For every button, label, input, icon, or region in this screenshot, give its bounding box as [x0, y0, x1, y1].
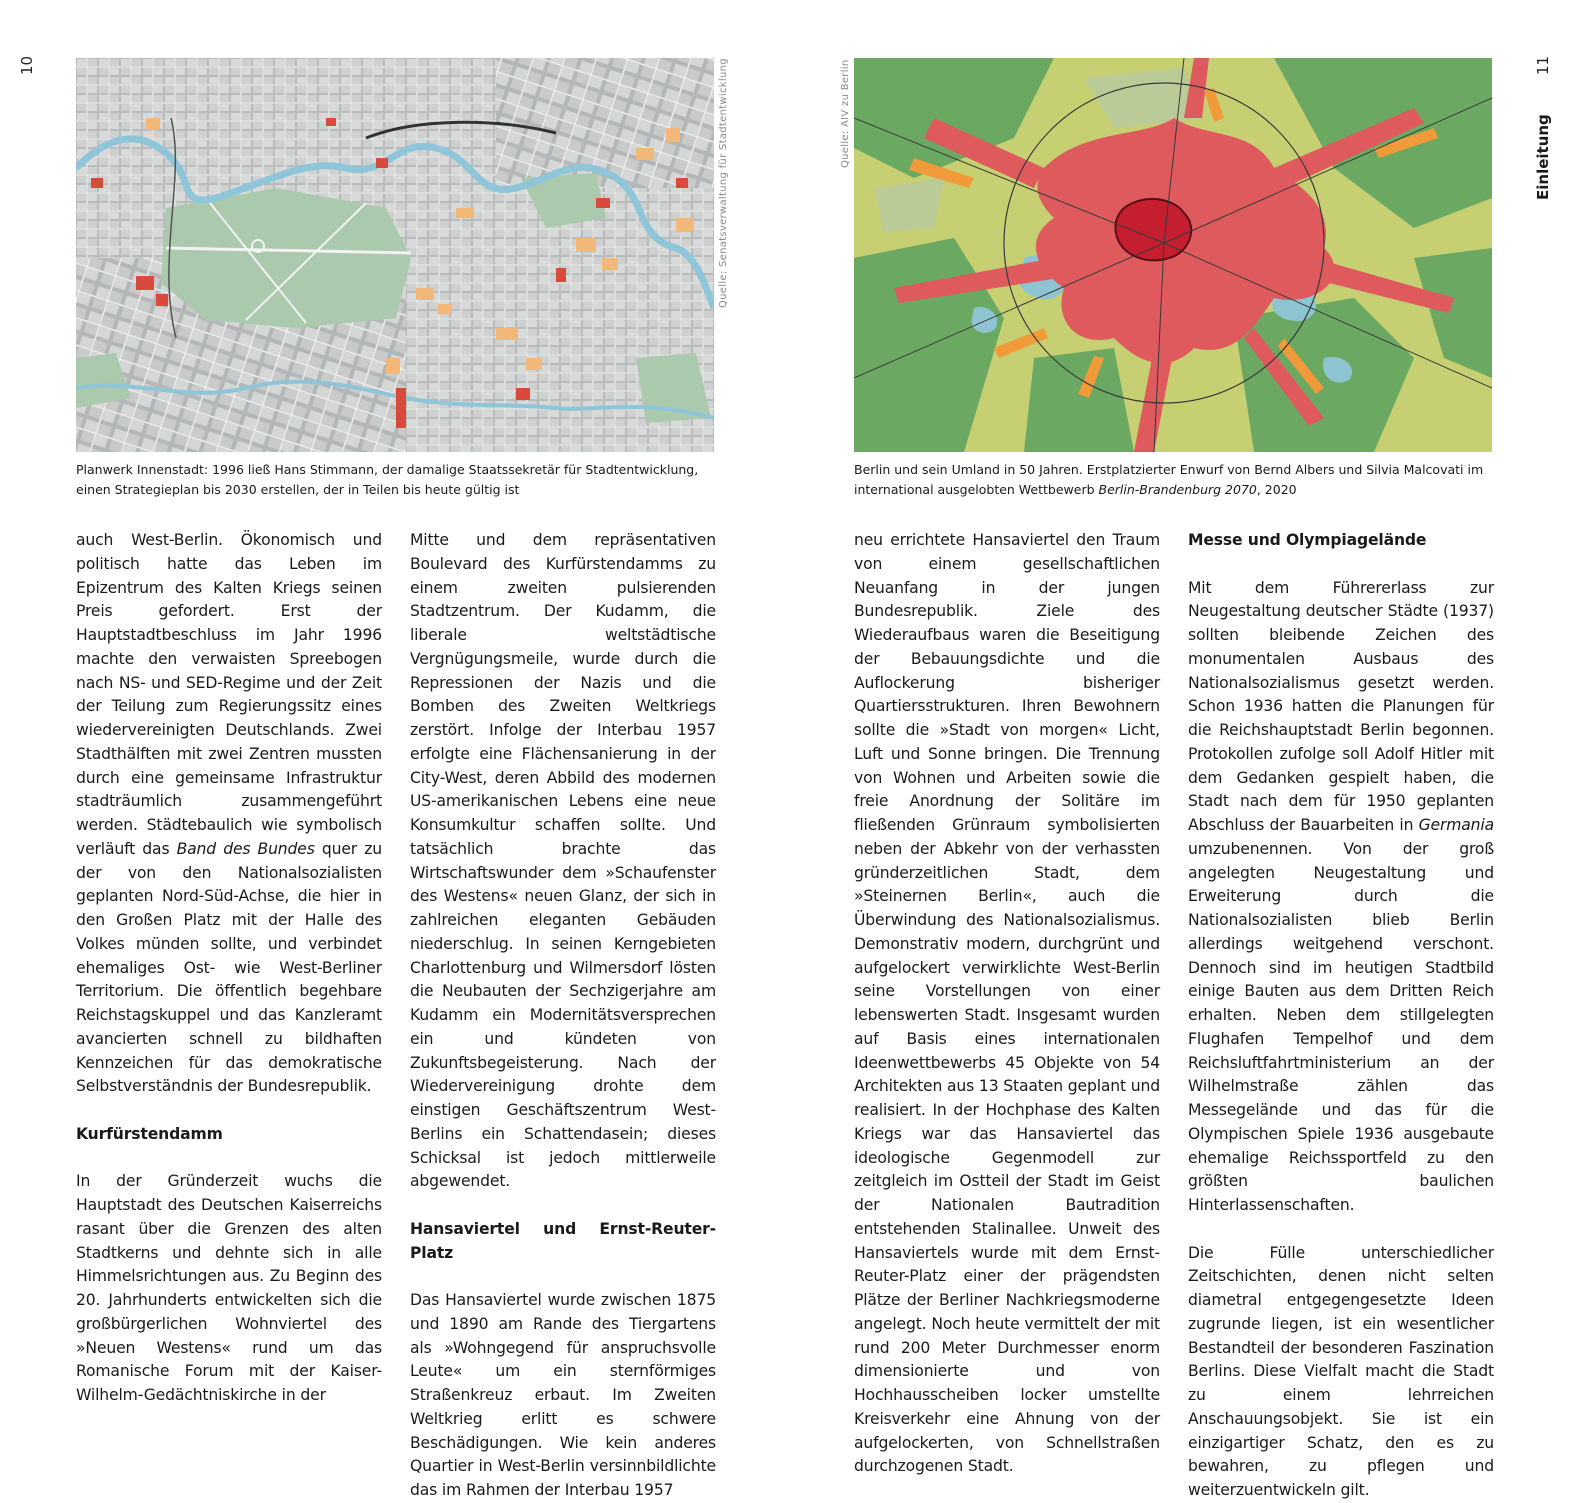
- figure-source-left: Quelle: Senatsverwaltung für Stadtentwicklung: [718, 58, 729, 308]
- figure-caption-left: Planwerk Innenstadt: 1996 ließ Hans Stimmann, der damalige Staatssekretär für Stadtentwicklung, einen Strategieplan bis 2030 erstellen, der in Teilen bis heute gültig ist: [76, 462, 699, 497]
- paragraph: Die Fülle unterschiedlicher Zeitschichten, denen nicht selten diametral entgegengesetzte Ideen zugrunde liegen, ist ein wesentlicher Bestandteil der besonderen Faszination Berlins. Diese Vielfalt macht die Stadt zu einem lehrreichen Anschauungsobjekt. Sie ist ein einzigartiger Schatz, den es zu bewahren, zu pflegen und weiterzuentwickeln gilt.: [1188, 1243, 1494, 1499]
- section-heading-kurfuerstendamm: Kurfürstendamm: [76, 1124, 223, 1143]
- section-heading-hansaviertel: Hansaviertel und Ernst-Reuter-Platz: [410, 1219, 716, 1262]
- running-section-label: Einleitung: [1534, 114, 1552, 200]
- paragraph: Das Hansaviertel wurde zwischen 1875 und 1890 am Rande des Tiergartens als »Wohngegend für anspruchsvolle Leute« um ein sternförmiges Straßenkreuz erbaut. Im Zweiten Weltkrieg erlitt es schwere Beschädigungen. Wie kein anderes Quartier in West-Berlin versinnbildlichte das im Rahmen der Interbau 1957: [410, 1291, 716, 1499]
- text-column-1: [76, 529, 382, 1408]
- paragraph: Mit dem Führererlass zur Neugestaltung deutscher Städte (1937) sollten bleibende Zeichen des monumentalen Ausbaus des Nationalsozialismus gesetzt werden. Schon 1936 hatten die Planungen für die Reichshauptstadt Berlin begonnen. Protokollen zufolge soll Adolf Hitler mit dem Gedanken gespielt haben, die Stadt nach dem für 1950 geplanten Abschluss der Bauarbeiten in Germania umzubenennen. Von der groß angelegten Neugestaltung und Erweiterung durch die Nationalsozialisten blieb Berlin allerdings weitgehend verschont. Dennoch sind im heutigen Stadtbild einige Bauten aus dem Dritten Reich erhalten. Neben dem stillgelegten Flughafen Tempelhof und dem Reichsluftfahrtministerium an der Wilhelmstraße zählen das Messegelände und das für die Olympischen Spiele 1936 ausgebaute ehemalige Reichssportfeld zu den größten baulichen Hinterlassenschaften.: [1188, 578, 1494, 1214]
- figure-planwerk-innenstadt-map: [76, 58, 714, 452]
- figure-caption-right: Berlin und sein Umland in 50 Jahren. Erstplatzierter Enwurf von Bernd Albers und Silvia Malcovati im international ausgelobten Wettbewerb Berlin-Brandenburg 2070, 2020: [854, 462, 1484, 497]
- paragraph: In der Gründerzeit wuchs die Hauptstadt des Deutschen Kaiserreichs rasant über die Grenzen des alten Stadtkerns und dehnte sich in alle Himmelsrichtungen aus. Zu Beginn des 20. Jahrhunderts entwickelten sich die großbürgerlichen Wohnviertel des »Neuen Westens« rund um das Romanische Forum mit der Kaiser-Wilhelm-Gedächtniskirche in der: [76, 1172, 382, 1404]
- text-column-2: [410, 529, 716, 1503]
- section-heading-messe-olympiagelaende: Messe und Olympiagelände: [1188, 531, 1427, 549]
- paragraph: Mitte und dem repräsentativen Boulevard des Kurfürstendamms zu einem zweiten pulsierenden Stadtzentrum. Der Kudamm, die liberale weltstädtische Vergnügungsmeile, wurde durch die Repressionen der Nazis und die Bomben des Zweiten Weltkriegs zerstört. Infolge der Interbau 1957 erfolgte eine Flächensanierung in der City-West, deren Abbild des modernen US-amerikanischen Lebens eine neue Konsumkultur schaffen sollte. Und tatsächlich brachte das Wirtschaftswunder dem »Schaufenster des Westens« neuen Glanz, der sich in zahlreichen eleganten Gebäuden niederschlug. In seinen Kerngebieten Charlottenburg und Wilmersdorf lösten die Neubauten der Sechzigerjahre am Kudamm ein Modernitätsversprechen ein und kündeten von Zukunftsbegeisterung. Nach der Wiedervereinigung drohte dem einstigen Geschäftszentrum West-Berlins ein Schattendasein; dieses Schicksal ist jedoch mittlerweile abgewendet.: [410, 531, 716, 1191]
- text-column-3: [854, 529, 1160, 1479]
- page-number-left: 10: [18, 55, 36, 75]
- page-number-right: 11: [1534, 55, 1552, 75]
- figure-berlin-2070-map: [854, 58, 1492, 452]
- text-column-4: [1188, 529, 1494, 1503]
- paragraph: neu errichtete Hansaviertel den Traum von einem gesellschaftlichen Neuanfang in der jungen Bundesrepublik. Ziele des Wiederaufbaus waren die Beseitigung der Bebauungsdichte und die Auflockerung bisheriger Quartiersstrukturen. Ihren Bewohnern sollte die »Stadt von morgen« Licht, Luft und Sonne bringen. Die Trennung von Wohnen und Arbeiten sowie die freie Anordnung der Solitäre im fließenden Grünraum symbolisierten neben der Abkehr von der verhassten gründerzeitlichen Stadt, dem »Steinernen Berlin«, auch die Überwindung des Nationalsozialismus. Demonstrativ modern, durchgrünt und aufgelockert verwirklichte West-Berlin seine Vorstellungen von einer lebenswerten Stadt. Insgesamt wurden auf Basis eines internationalen Ideenwettbewerbs 45 Objekte von 54 Architekten aus 13 Staaten geplant und realisiert. In der Hochphase des Kalten Kriegs war das Hansaviertel das ideologische Gegenmodell zur zeitgleich im Ostteil der Stadt im Geist der Nationalen Bautradition entstehenden Stalinallee. Unweit des Hansaviertels wurde mit dem Ernst-Reuter-Platz einer der prägendsten Plätze der Berliner Nachkriegsmoderne angelegt. Noch heute vermittelt der mit rund 200 Meter Durchmesser enorm dimensionierte und von Hochhausscheiben locker umstellte Kreisverkehr eine Ahnung von der aufgelockerten, von Schnellstraßen durchzogenen Stadt.: [854, 531, 1160, 1476]
- figure-source-right: Quelle: AIV zu Berlin: [840, 59, 851, 168]
- paragraph: auch West-Berlin. Ökonomisch und politisch hatte das Leben im Epizentrum des Kalten Kriegs seinen Preis gefordert. Erst der Hauptstadtbeschluss im Jahr 1996 machte den verwaisten Spreebogen nach NS- und SED-Regime und der Zeit der Teilung zum Regierungssitz eines wiedervereinigten Deutschlands. Zwei Stadthälften mit zwei Zentren mussten durch eine gemeinsame Infrastruktur stadträumlich zusammengeführt werden. Städtebaulich wie symbolisch verläuft das Band des Bundes quer zu der von den Nationalsozialisten geplanten Nord-Süd-Achse, die hier in den Großen Platz mit der Halle des Volkes münden sollte, und verbindet ehemaliges Ost- wie West-Berliner Territorium. Die öffentlich begehbare Reichstagskuppel und das Kanzleramt avancierten schnell zu bildhaften Kennzeichen für das demokratische Selbstverständnis der Bundesrepublik.: [76, 531, 382, 1096]
